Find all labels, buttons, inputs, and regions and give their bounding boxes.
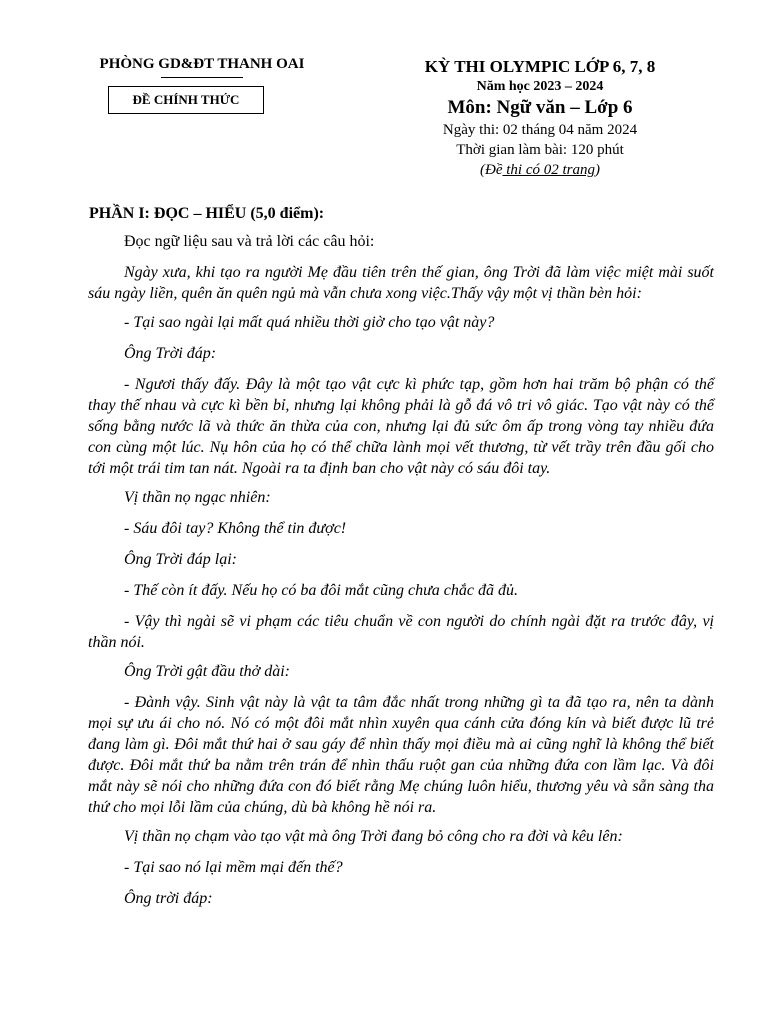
official-exam-box	[108, 86, 264, 114]
passage-paragraph: - Thế còn ít đấy. Nếu họ có ba đôi mắt cũng chưa chắc đã đủ.	[124, 582, 518, 599]
department-name: PHÒNG GD&ĐT THANH OAI	[99, 56, 305, 72]
exam-title: KỲ THI OLYMPIC LỚP 6, 7, 8	[424, 57, 656, 76]
exam-duration: Thời gian làm bài: 120 phút	[456, 142, 624, 158]
official-exam-label: ĐỀ CHÍNH THỨC	[132, 92, 240, 107]
passage-paragraph: Ông Trời đáp:	[124, 345, 217, 362]
passage-paragraph: - Tại sao nó lại mềm mại đến thế?	[124, 859, 343, 876]
passage-paragraph: - Ngươi thấy đấy. Đây là một tạo vật cực kì phức tạp, gồm hơn hai trăm bộ phận có thể thay thế nhau và cực kì bền bỉ, nhưng lại không phải là gỗ đá vô tri vô giác. Tạo vật này có thể sống bằng nước lã và thức ăn thừa của con, nhưng lại đủ sức ôm ấp trong vòng tay nhiều đứa con cùng một lúc. Nụ hôn của họ có thể chữa lành mọi vết thương, từ vết trầy trên đầu gối cho tới một trái tim tan nát. Ngoài ra ta định ban cho vật này có sáu đôi tay.	[88, 376, 714, 477]
passage-paragraph: Ngày xưa, khi tạo ra người Mẹ đầu tiên trên thế gian, ông Trời đã làm việc miệt mài suốt sáu ngày liền, quên ăn quên ngủ mà vẫn chưa xong việc.Thấy vậy một vị thần bèn hỏi:	[88, 264, 714, 302]
pages-note	[392, 160, 688, 180]
department-underline	[161, 77, 243, 78]
exam-date: Ngày thi: 02 tháng 04 năm 2024	[442, 122, 638, 138]
instruction-text: Đọc ngữ liệu sau và trả lời các câu hỏi:	[124, 233, 375, 250]
passage-paragraph: - Đành vậy. Sinh vật này là vật ta tâm đắc nhất trong những gì ta đã tạo ra, nên ta dành mọi sự ưu ái cho nó. Nó có một đôi mắt nhìn xuyên qua cánh cửa đóng kín và biết được lũ trẻ đang làm gì. Đôi mắt thứ hai ở sau gáy để nhìn thấy mọi điều mà ai cũng nghĩ là không thể biết được. Đôi mắt thứ ba nằm trên trán để nhìn thấu ruột gan của những đứa con lầm lạc. Và đôi mắt này sẽ nói cho những đứa con đó biết rằng Mẹ chúng luôn hiểu, thương yêu và sẵn sàng tha thứ cho mọi lỗi lầm của chúng, dù bà không hề nói ra.	[88, 694, 714, 816]
passage-paragraph: - Tại sao ngài lại mất quá nhiều thời giờ cho tạo vật này?	[124, 314, 495, 331]
subject-line: Môn: Ngữ văn – Lớp 6	[447, 97, 633, 118]
pages-note-underlined: thi có 02 trang	[502, 162, 595, 178]
passage-paragraph: Vị thần nọ ngạc nhiên:	[124, 489, 271, 506]
pages-note-open: (Đề	[480, 162, 503, 178]
exam-header	[392, 56, 688, 180]
passage-body	[88, 231, 714, 917]
passage-paragraph: - Vậy thì ngài sẽ vi phạm các tiêu chuẩn về con người do chính ngài đặt ra trước đây, vị thần nói.	[88, 613, 714, 651]
pages-note-close: )	[595, 162, 600, 178]
section-title: PHẦN I: ĐỌC – HIỂU (5,0 điểm):	[89, 205, 325, 222]
passage-paragraph: - Sáu đôi tay? Không thể tin được!	[124, 520, 347, 537]
department-header	[82, 56, 322, 78]
passage-paragraph: Ông Trời gật đầu thở dài:	[124, 663, 290, 680]
passage-paragraph: Vị thần nọ chạm vào tạo vật mà ông Trời đang bỏ công cho ra đời và kêu lên:	[124, 828, 623, 845]
school-year: Năm học 2023 – 2024	[476, 79, 604, 94]
passage-paragraph: Ông trời đáp:	[124, 890, 213, 907]
passage-paragraph: Ông Trời đáp lại:	[124, 551, 237, 568]
